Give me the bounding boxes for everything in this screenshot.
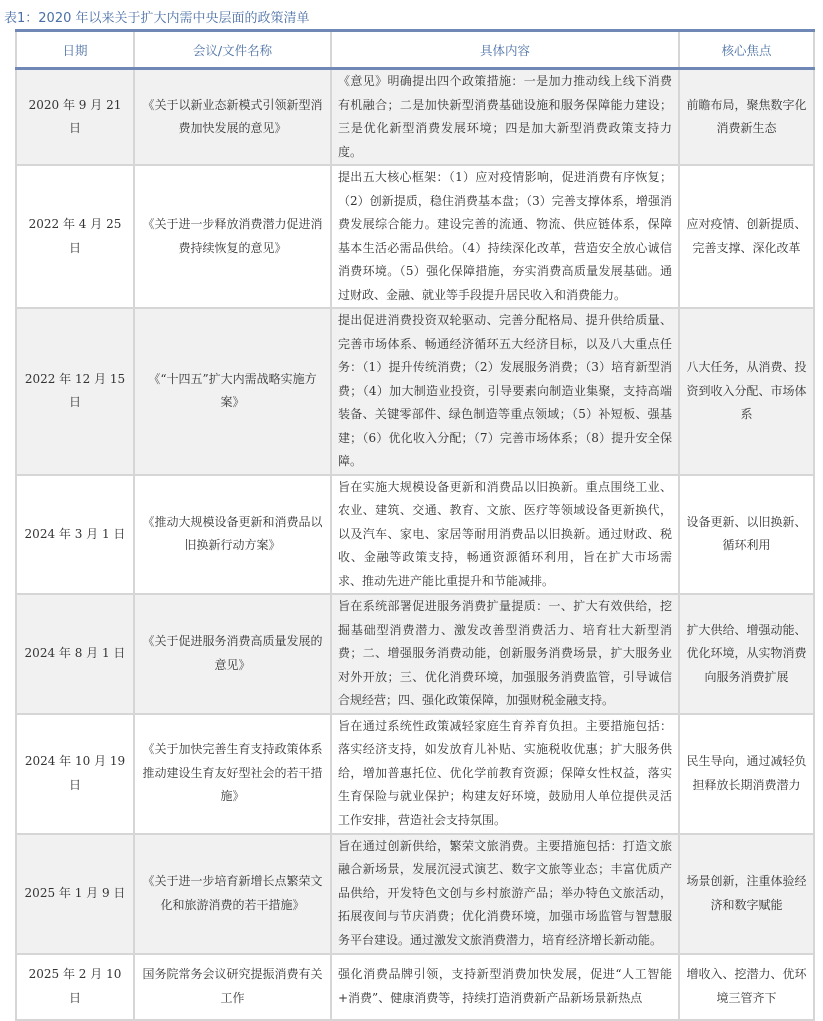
table-row [16, 714, 814, 834]
table-row [16, 954, 814, 1020]
cell-content: 强化消费品牌引领，支持新型消费加快发展，促进“人工智能+消费”、健康消费等，持续打造消费新产品新场景新热点 [331, 954, 679, 1020]
cell-date: 2025 年 2 月 10 日 [16, 954, 134, 1020]
table-caption: 表1：2020 年以来关于扩大内需中央层面的政策清单 [4, 11, 310, 26]
cell-focus: 应对疫情、创新提质、完善支撑、深化改革 [679, 165, 814, 308]
cell-name: 《“十四五”扩大内需战略实施方案》 [134, 308, 331, 475]
header-date: 日期 [16, 31, 134, 69]
cell-date: 2024 年 10 月 19 日 [16, 714, 134, 834]
cell-name: 《关于进一步培育新增长点繁荣文化和旅游消费的若干措施》 [134, 834, 331, 954]
cell-date: 2025 年 1 月 9 日 [16, 834, 134, 954]
cell-content: 提出五大核心框架：（1）应对疫情影响，促进消费有序恢复；（2）创新提质，稳住消费基本盘；（3）完善支撑体系，增强消费发展综合能力。建设完善的流通、物流、供应链体系，保障基本生活必需品供给。（4）持续深化改革，营造安全放心诚信消费环境。（5）强化保障措施，夯实消费高质量发展基础。通过财政、金融、就业等手段提升居民收入和消费能力。 [331, 165, 679, 308]
cell-focus: 民生导向，通过减轻负担释放长期消费潜力 [679, 714, 814, 834]
cell-date: 2020 年 9 月 21 日 [16, 69, 134, 166]
header-name: 会议/文件名称 [134, 31, 331, 69]
cell-focus: 扩大供给、增强动能、优化环境，从实物消费向服务消费扩展 [679, 594, 814, 714]
table-row [16, 308, 814, 475]
cell-content: 旨在系统部署促进服务消费扩量提质：一、扩大有效供给，挖掘基础型消费潜力、激发改善型消费活力、培育壮大新型消费；二、增强服务消费动能，创新服务消费场景，扩大服务业对外开放；三、优化消费环境，加强服务消费监管，引导诚信合规经营；四、强化政策保障，加强财税金融支持。 [331, 594, 679, 714]
cell-focus: 前瞻布局，聚焦数字化消费新生态 [679, 69, 814, 166]
cell-date: 2024 年 8 月 1 日 [16, 594, 134, 714]
cell-date: 2022 年 12 月 15 日 [16, 308, 134, 475]
cell-date: 2022 年 4 月 25 日 [16, 165, 134, 308]
cell-name: 《关于促进服务消费高质量发展的意见》 [134, 594, 331, 714]
cell-content: 旨在通过系统性政策减轻家庭生育养育负担。主要措施包括：落实经济支持，如发放育儿补贴、实施税收优惠；扩大服务供给，增加普惠托位、优化学前教育资源；保障女性权益，落实生育保险与就业保护；构建友好环境，鼓励用人单位提供灵活工作安排，营造社会支持氛围。 [331, 714, 679, 834]
cell-content: 提出促进消费投资双轮驱动、完善分配格局、提升供给质量、完善市场体系、畅通经济循环五大经济目标，以及八大重点任务：（1）提升传统消费；（2）发展服务消费；（3）培育新型消费；（4）加大制造业投资，引导要素向制造业集聚，支持高端装备、关键零部件、绿色制造等重点领域；（5）补短板、强基建；（6）优化收入分配；（7）完善市场体系；（8）提升安全保障。 [331, 308, 679, 475]
cell-date: 2024 年 3 月 1 日 [16, 475, 134, 595]
header-focus: 核心焦点 [679, 31, 814, 69]
table-row [16, 834, 814, 954]
cell-focus: 八大任务，从消费、投资到收入分配、市场体系 [679, 308, 814, 475]
header-content: 具体内容 [331, 31, 679, 69]
table-row [16, 69, 814, 166]
cell-name: 《关于进一步释放消费潜力促进消费持续恢复的意见》 [134, 165, 331, 308]
table-row [16, 594, 814, 714]
policy-table [15, 29, 815, 1021]
table-row [16, 475, 814, 595]
cell-name: 《关于加快完善生育支持政策体系推动建设生育友好型社会的若干措施》 [134, 714, 331, 834]
cell-content: 旨在通过创新供给，繁荣文旅消费。主要措施包括：打造文旅融合新场景，发展沉浸式演艺、数字文旅等业态；丰富优质产品供给，开发特色文创与乡村旅游产品；举办特色文旅活动，拓展夜间与节庆消费；优化消费环境，加强市场监管与智慧服务平台建设。通过激发文旅消费潜力，培育经济增长新动能。 [331, 834, 679, 954]
cell-name: 《推动大规模设备更新和消费品以旧换新行动方案》 [134, 475, 331, 595]
cell-focus: 场景创新，注重体验经济和数字赋能 [679, 834, 814, 954]
cell-content: 《意见》明确提出四个政策措施：一是加力推动线上线下消费有机融合；二是加快新型消费基础设施和服务保障能力建设；三是优化新型消费发展环境；四是加大新型消费政策支持力度。 [331, 69, 679, 166]
cell-name: 《关于以新业态新模式引领新型消费加快发展的意见》 [134, 69, 331, 166]
cell-name: 国务院常务会议研究提振消费有关工作 [134, 954, 331, 1020]
cell-focus: 增收入、挖潜力、优环境三管齐下 [679, 954, 814, 1020]
cell-content: 旨在实施大规模设备更新和消费品以旧换新。重点围绕工业、农业、建筑、交通、教育、文旅、医疗等领域设备更新换代，以及汽车、家电、家居等耐用消费品以旧换新。通过财政、税收、金融等政策支持，畅通资源循环利用，旨在扩大市场需求、推动先进产能比重提升和节能减排。 [331, 475, 679, 595]
table-row [16, 165, 814, 308]
cell-focus: 设备更新、以旧换新、循环利用 [679, 475, 814, 595]
table-header-row [16, 31, 814, 69]
